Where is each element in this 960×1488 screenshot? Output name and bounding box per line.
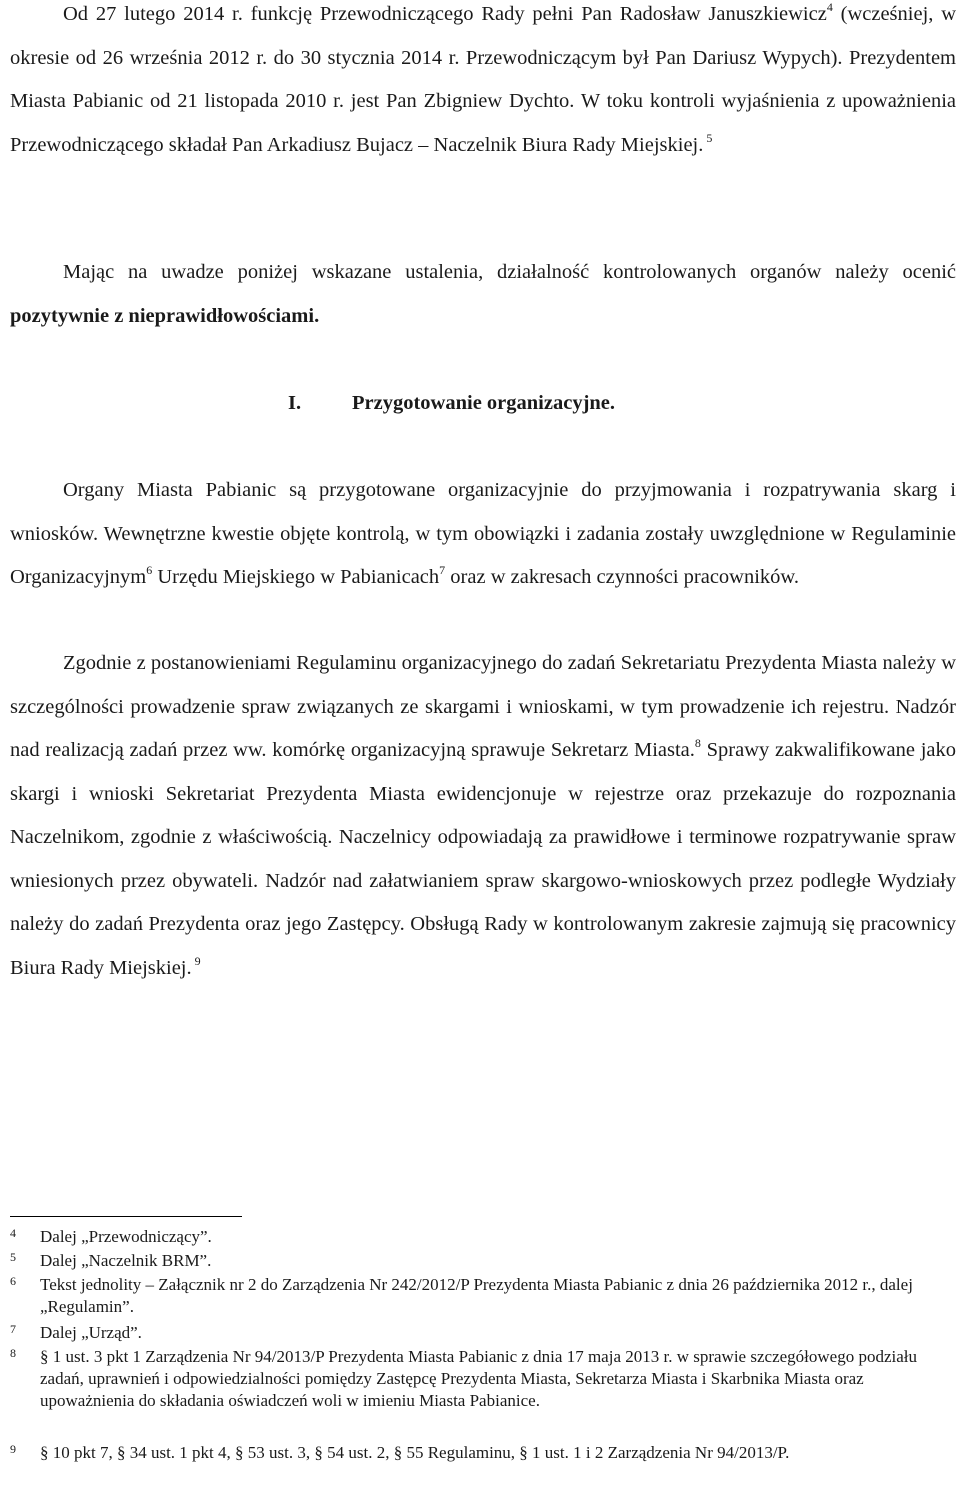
footnote-7: [10, 1322, 956, 1344]
paragraph-council-chairman: [10, 0, 956, 167]
footnote-number: 9: [10, 1442, 16, 1456]
section-heading: [288, 392, 615, 415]
footnote-ref[interactable]: 9: [191, 953, 201, 968]
section-number: I.: [288, 392, 302, 414]
footnote-text: § 10 pkt 7, § 34 ust. 1 pkt 4, § 53 ust. 3, § 54 ust. 2, § 55 Regulaminu, § 1 ust. 1 i 2 Zarządzenia Nr 94/2013/P.: [40, 1443, 790, 1462]
paragraph-assessment: [10, 251, 956, 338]
paragraph-text: Od 27 lutego 2014 r. funkcję Przewodniczącego Rady pełni Pan Radosław Januszkiewicz: [63, 3, 827, 25]
paragraph-organization: [10, 469, 956, 600]
footnote-ref[interactable]: 4: [826, 0, 833, 14]
footnote-text: Dalej „Naczelnik BRM”.: [40, 1251, 212, 1270]
footnote-ref[interactable]: 7: [439, 563, 446, 577]
paragraph-text: Mając na uwadze poniżej wskazane ustalenia, działalność kontrolowanych organów należy ocenić: [63, 261, 956, 283]
paragraph-text: (wcześniej, w okresie od 26 września 2012 r. do 30 stycznia 2014 r. Przewodniczącym był Pan Dariusz Wypych). Prezydentem Miasta Pabianic od 21 listopada 2010 r. jest Pan Zbigniew Dychto. W toku kontroli wyjaśnienia z upoważnienia Przewodniczącego składał Pan Arkadiusz Bujacz – Naczelnik Biura Rady Miejskiej.: [10, 3, 957, 156]
footnote-5: [10, 1250, 956, 1272]
footnote-ref[interactable]: 8: [694, 736, 701, 750]
paragraph-text: Zgodnie z postanowieniami Regulaminu organizacyjnego do zadań Sekretariatu Prezydenta Miasta należy w szczególności prowadzenie spraw związanych ze skargami i wnioskami, w tym prowadzenie ich rejestru. Nadzór nad realizacją zadań przez ww. komórkę organizacyjną sprawuje Sekretarz Miasta.: [10, 652, 956, 761]
assessment-result: pozytywnie z nieprawidłowościami.: [10, 304, 320, 327]
paragraph-text: Urzędu Miejskiego w Pabianicach: [152, 566, 440, 588]
footnote-4: [10, 1226, 956, 1248]
section-title: Przygotowanie organizacyjne.: [352, 392, 616, 414]
paragraph-text: Organy Miasta Pabianic są przygotowane organizacyjnie do przyjmowania i rozpatrywania skarg i wniosków. Wewnętrzne kwestie objęte kontrolą, w tym obowiązki i zadania zostały uwzględnione w Regulaminie Organizacyjnym: [10, 479, 956, 588]
paragraph-regulations: [10, 642, 956, 990]
footnote-number: 7: [10, 1322, 16, 1336]
footnote-9: [10, 1442, 956, 1464]
footnote-number: 8: [10, 1346, 16, 1360]
footnote-6: [10, 1274, 956, 1318]
footnote-ref[interactable]: 6: [146, 563, 153, 577]
footnote-text: Dalej „Przewodniczący”.: [40, 1227, 212, 1246]
footnote-text: § 1 ust. 3 pkt 1 Zarządzenia Nr 94/2013/P Prezydenta Miasta Pabianic z dnia 17 maja 2013 r. w sprawie szczegółowego podziału zadań, uprawnień i odpowiedzialności pomiędzy Zastępcę Prezydenta Miasta, Sekretarza Miasta i Skarbnika Miasta oraz upoważnienia do składania oświadczeń woli w imieniu Miasta Pabianice.: [40, 1347, 917, 1410]
footnote-ref[interactable]: 5: [703, 130, 713, 145]
footnote-text: Dalej „Urząd”.: [40, 1323, 142, 1342]
footnote-number: 4: [10, 1226, 16, 1240]
footnote-text: Tekst jednolity – Załącznik nr 2 do Zarządzenia Nr 242/2012/P Prezydenta Miasta Pabianic z dnia 26 października 2012 r., dalej „Regulamin”.: [40, 1275, 913, 1316]
paragraph-text: Sprawy zakwalifikowane jako skargi i wnioski Sekretariat Prezydenta Miasta ewidencjonuje w rejestrze oraz przekazuje do rozpoznania Naczelnikom, zgodnie z właściwością. Naczelnicy odpowiadają za prawidłowe i terminowe rozpatrywanie spraw wniesionych przez obywateli. Nadzór nad załatwianiem spraw skargowo-wnioskowych przez podległe Wydziały należy do zadań Prezydenta oraz jego Zastępcy. Obsługą Rady w kontrolowanym zakresie zajmują się pracownicy Biura Rady Miejskiej.: [10, 739, 956, 979]
footnote-separator: [10, 1216, 242, 1217]
paragraph-text: oraz w zakresach czynności pracowników.: [445, 566, 800, 588]
footnote-number: 6: [10, 1274, 16, 1288]
footnote-8: [10, 1346, 956, 1412]
footnote-number: 5: [10, 1250, 16, 1264]
